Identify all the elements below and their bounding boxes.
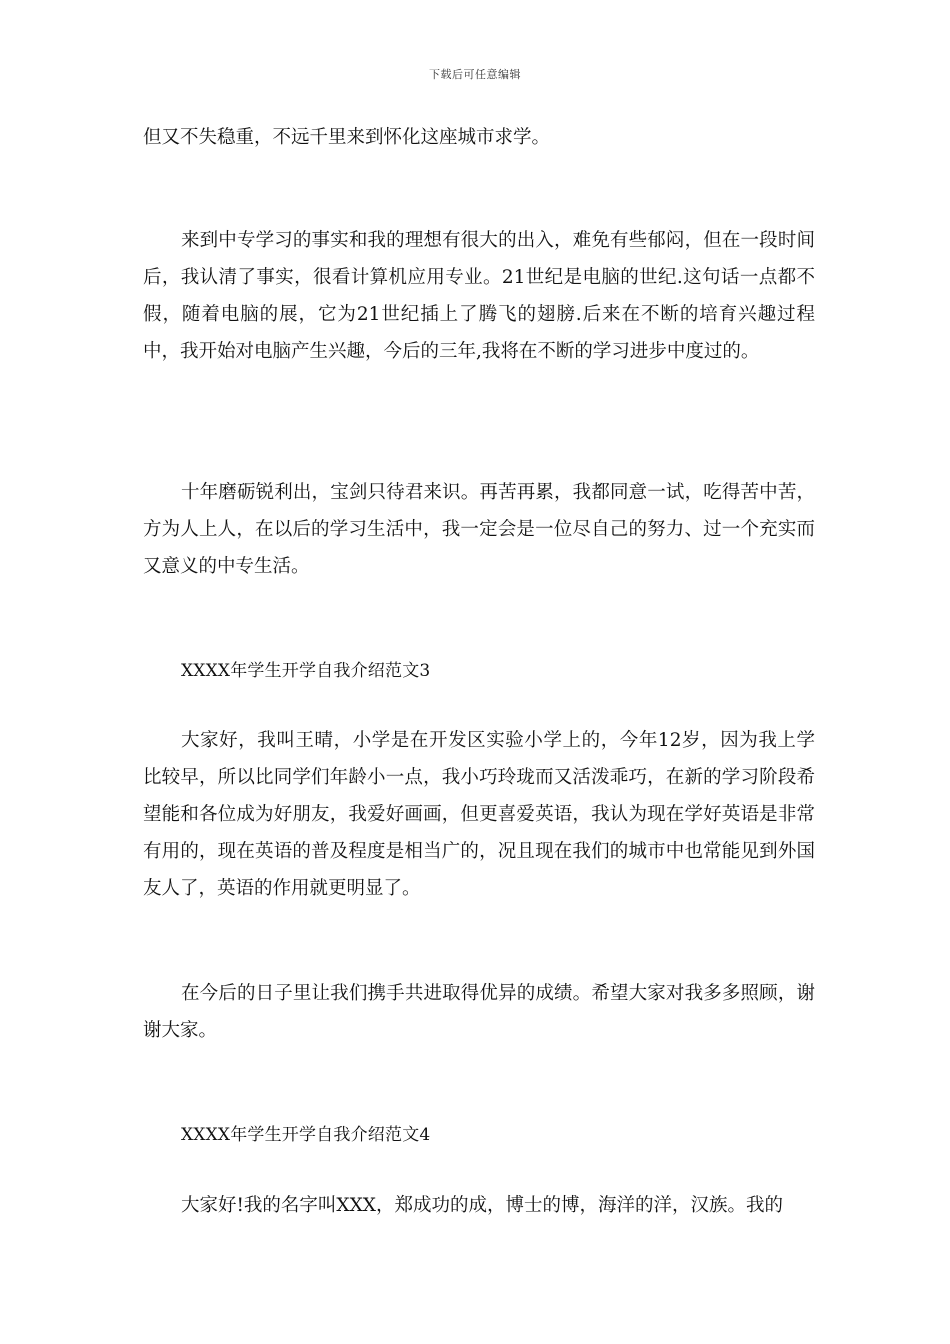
section-heading-text: XXXX年学生开学自我介绍范文4 [181,1125,431,1145]
paragraph-continuation [143,119,815,156]
paragraph-text: 十年磨砺锐利出，宝剑只待君来识。再苦再累，我都同意一试，吃得苦中苦，方为人上人，在以后的学习生活中，我一定会是一位尽自己的努力、过一个充实而又意义的中专生活。 [143,482,815,577]
paragraph-text: 来到中专学习的事实和我的理想有很大的出入，难免有些郁闷，但在一段时间后，我认清了事实，很看计算机应用专业。21世纪是电脑的世纪.这句话一点都不假，随着电脑的展，它为21世纪插上了腾飞的翅膀.后来在不断的培育兴趣过程中，我开始对电脑产生兴趣，今后的三年,我将在不断的学习进步中度过的。 [143,230,815,362]
page-header: 下载后可任意编辑 [429,68,521,81]
paragraph-hard-work [143,474,815,585]
section-heading-text: XXXX年学生开学自我介绍范文3 [181,661,431,681]
paragraph-xxx-intro [143,1187,815,1224]
paragraph-text: 大家好!我的名字叫XXX，郑成功的成，博士的博，海洋的洋，汉族。我的 [181,1195,783,1216]
paragraph-closing [143,975,815,1049]
paragraph-text: 大家好，我叫王晴，小学是在开发区实验小学上的，今年12岁，因为我上学比较早，所以比同学们年龄小一点，我小巧玲珑而又活泼乖巧，在新的学习阶段希望能和各位成为好朋友，我爱好画画，但更喜爱英语，我认为现在学好英语是非常有用的，现在英语的普及程度是相当广的，况且现在我们的城市中也常能见到外国友人了，英语的作用就更明显了。 [143,730,815,899]
paragraph-wang-qing [143,722,815,907]
section-heading-3 [143,656,815,686]
paragraph-text: 但又不失稳重，不远千里来到怀化这座城市求学。 [143,127,551,148]
section-heading-4 [143,1120,815,1150]
paragraph-text: 在今后的日子里让我们携手共进取得优异的成绩。希望大家对我多多照顾，谢谢大家。 [143,983,815,1041]
paragraph-computer-major [143,222,815,370]
